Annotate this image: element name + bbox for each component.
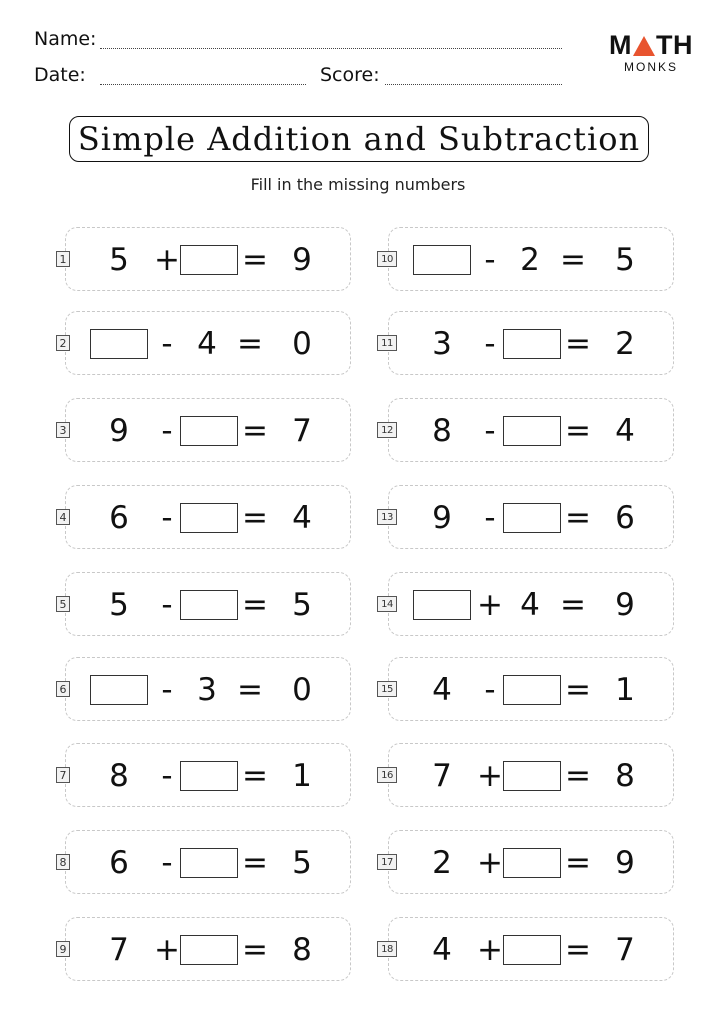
answer-box[interactable] bbox=[503, 329, 561, 359]
result: 4 bbox=[615, 413, 635, 449]
answer-box[interactable] bbox=[180, 416, 238, 446]
logo-text-monks: MONKS bbox=[623, 60, 678, 74]
operand-a: 6 bbox=[109, 500, 129, 536]
problem-number: 11 bbox=[377, 335, 397, 351]
problem-number: 16 bbox=[377, 767, 397, 783]
answer-box[interactable] bbox=[180, 935, 238, 965]
answer-box[interactable] bbox=[180, 590, 238, 620]
logo-text-th: TH bbox=[656, 30, 693, 60]
answer-box[interactable] bbox=[180, 245, 238, 275]
problem-9 bbox=[59, 917, 351, 981]
operator: - bbox=[484, 326, 496, 362]
logo-text-m: M bbox=[609, 30, 632, 60]
operand-a: 9 bbox=[109, 413, 129, 449]
answer-box[interactable] bbox=[503, 935, 561, 965]
problem-number: 14 bbox=[377, 596, 397, 612]
operand-b: 3 bbox=[197, 672, 217, 708]
score-label: Score: bbox=[320, 64, 380, 86]
operand-a: 9 bbox=[432, 500, 452, 536]
operand-a: 4 bbox=[432, 932, 452, 968]
result: 0 bbox=[292, 672, 312, 708]
answer-box[interactable] bbox=[503, 848, 561, 878]
problem-number: 13 bbox=[377, 509, 397, 525]
equals-sign: = bbox=[565, 758, 591, 794]
problem-18 bbox=[381, 917, 674, 981]
result: 2 bbox=[615, 326, 635, 362]
operand-a: 7 bbox=[432, 758, 452, 794]
result: 9 bbox=[615, 587, 635, 623]
result: 7 bbox=[615, 932, 635, 968]
problem-number: 15 bbox=[377, 681, 397, 697]
operator: - bbox=[484, 413, 496, 449]
equals-sign: = bbox=[242, 242, 268, 278]
equals-sign: = bbox=[242, 587, 268, 623]
answer-box[interactable] bbox=[180, 503, 238, 533]
problem-11 bbox=[381, 311, 674, 375]
equals-sign: = bbox=[565, 932, 591, 968]
worksheet-title: Simple Addition and Subtraction bbox=[69, 116, 649, 162]
math-monks-logo bbox=[606, 30, 696, 74]
answer-box[interactable] bbox=[503, 416, 561, 446]
answer-box[interactable] bbox=[503, 675, 561, 705]
operator: + bbox=[477, 587, 503, 623]
result: 0 bbox=[292, 326, 312, 362]
result: 8 bbox=[615, 758, 635, 794]
result: 7 bbox=[292, 413, 312, 449]
operator: + bbox=[477, 845, 503, 881]
answer-box[interactable] bbox=[413, 245, 471, 275]
date-label: Date: bbox=[34, 64, 86, 86]
operand-a: 5 bbox=[109, 242, 129, 278]
problem-number: 10 bbox=[377, 251, 397, 267]
result: 1 bbox=[615, 672, 635, 708]
problem-number: 6 bbox=[56, 681, 70, 697]
problem-7 bbox=[59, 743, 351, 807]
operator: + bbox=[154, 242, 180, 278]
operator: - bbox=[161, 413, 173, 449]
result: 8 bbox=[292, 932, 312, 968]
answer-box[interactable] bbox=[90, 675, 148, 705]
problem-number: 1 bbox=[56, 251, 70, 267]
result: 6 bbox=[615, 500, 635, 536]
problem-number: 3 bbox=[56, 422, 70, 438]
problem-16 bbox=[381, 743, 674, 807]
result: 1 bbox=[292, 758, 312, 794]
problem-number: 12 bbox=[377, 422, 397, 438]
equals-sign: = bbox=[560, 242, 586, 278]
result: 9 bbox=[292, 242, 312, 278]
operator: - bbox=[484, 242, 496, 278]
problem-8 bbox=[59, 830, 351, 894]
equals-sign: = bbox=[237, 326, 263, 362]
problem-10 bbox=[381, 227, 674, 291]
problem-number: 5 bbox=[56, 596, 70, 612]
result: 5 bbox=[292, 845, 312, 881]
problem-number: 2 bbox=[56, 335, 70, 351]
equals-sign: = bbox=[565, 845, 591, 881]
operand-a: 4 bbox=[432, 672, 452, 708]
result: 4 bbox=[292, 500, 312, 536]
equals-sign: = bbox=[242, 758, 268, 794]
problem-1 bbox=[59, 227, 351, 291]
answer-box[interactable] bbox=[90, 329, 148, 359]
operator: - bbox=[484, 672, 496, 708]
answer-box[interactable] bbox=[413, 590, 471, 620]
operand-b: 4 bbox=[197, 326, 217, 362]
equals-sign: = bbox=[242, 932, 268, 968]
problem-13 bbox=[381, 485, 674, 549]
problem-number: 18 bbox=[377, 941, 397, 957]
operator: - bbox=[161, 758, 173, 794]
problem-2 bbox=[59, 311, 351, 375]
problem-14 bbox=[381, 572, 674, 636]
problem-number: 8 bbox=[56, 854, 70, 870]
operand-a: 5 bbox=[109, 587, 129, 623]
operand-a: 2 bbox=[432, 845, 452, 881]
answer-box[interactable] bbox=[180, 848, 238, 878]
answer-box[interactable] bbox=[503, 503, 561, 533]
problem-12 bbox=[381, 398, 674, 462]
problem-15 bbox=[381, 657, 674, 721]
result: 9 bbox=[615, 845, 635, 881]
equals-sign: = bbox=[565, 413, 591, 449]
problem-number: 9 bbox=[56, 941, 70, 957]
result: 5 bbox=[615, 242, 635, 278]
operator: - bbox=[161, 845, 173, 881]
problem-number: 17 bbox=[377, 854, 397, 870]
equals-sign: = bbox=[242, 845, 268, 881]
score-field[interactable] bbox=[385, 84, 562, 85]
problem-17 bbox=[381, 830, 674, 894]
operand-a: 6 bbox=[109, 845, 129, 881]
equals-sign: = bbox=[242, 413, 268, 449]
answer-box[interactable] bbox=[503, 761, 561, 791]
answer-box[interactable] bbox=[180, 761, 238, 791]
equals-sign: = bbox=[242, 500, 268, 536]
operator: + bbox=[477, 758, 503, 794]
worksheet-instructions: Fill in the missing numbers bbox=[250, 175, 466, 194]
equals-sign: = bbox=[565, 672, 591, 708]
operand-b: 2 bbox=[520, 242, 540, 278]
operator: - bbox=[161, 587, 173, 623]
operator: + bbox=[477, 932, 503, 968]
operator: - bbox=[161, 500, 173, 536]
problem-5 bbox=[59, 572, 351, 636]
operator: - bbox=[484, 500, 496, 536]
name-field[interactable] bbox=[100, 48, 562, 49]
result: 5 bbox=[292, 587, 312, 623]
equals-sign: = bbox=[560, 587, 586, 623]
date-field[interactable] bbox=[100, 84, 306, 85]
operand-a: 7 bbox=[109, 932, 129, 968]
equals-sign: = bbox=[565, 326, 591, 362]
operand-a: 8 bbox=[109, 758, 129, 794]
operand-a: 8 bbox=[432, 413, 452, 449]
equals-sign: = bbox=[237, 672, 263, 708]
problem-number: 7 bbox=[56, 767, 70, 783]
operand-b: 4 bbox=[520, 587, 540, 623]
problem-number: 4 bbox=[56, 509, 70, 525]
problem-4 bbox=[59, 485, 351, 549]
problem-3 bbox=[59, 398, 351, 462]
operand-a: 3 bbox=[432, 326, 452, 362]
operator: + bbox=[154, 932, 180, 968]
name-label: Name: bbox=[34, 28, 97, 50]
equals-sign: = bbox=[565, 500, 591, 536]
problem-6 bbox=[59, 657, 351, 721]
logo-triangle-icon bbox=[633, 36, 655, 56]
operator: - bbox=[161, 326, 173, 362]
operator: - bbox=[161, 672, 173, 708]
